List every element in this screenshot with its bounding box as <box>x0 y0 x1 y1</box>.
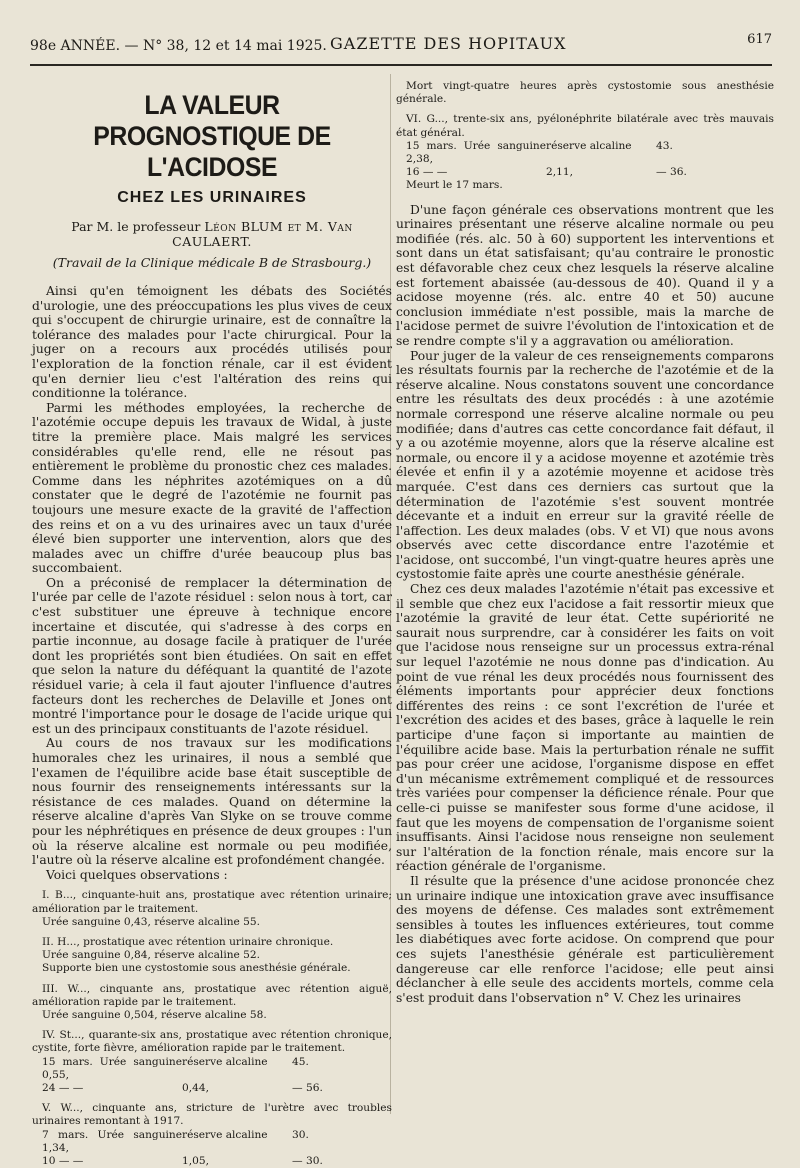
observation-6: VI. G..., trente-six ans, pyélonéphrite bilatérale avec très mauvais état général. 15 mars. Urée sanguine 2,38, réserve alcaline 43. 16 — — 2,11, — 36. Meurt le 17 mars. <box>396 113 774 192</box>
observation-4: IV. St..., quarante-six ans, prostatique avec rétention chronique, cystite, forte fièvre, amélioration rapide par le traitement. 15 mars. Urée sanguine 0,55, réserve alcaline 45. 24 — — 0,44, — 56. <box>32 1029 392 1094</box>
article-title: LA VALEUR PROGNOSTIQUE DE L'ACIDOSE <box>93 90 331 182</box>
observation-1: I. B..., cinquante-huit ans, prostatique avec rétention urinaire; amélioration par le traitement. Urée sanguine 0,43, réserve alcaline 55. <box>32 889 392 928</box>
paragraph: Parmi les méthodes employées, la recherche de l'azotémie occupe depuis les travaux de Widal, à juste titre la première place. Mais malgré les services considérables qu'elle rend, elle ne résout pas entièrement le problème du pronostic chez ces malades. Comme dans les néphrites azotémiques on a dû constater que le degré de l'azotémie ne fournit pas toujours une mesure exacte de la gravité de l'affection des reins et on a vu des urinaires avec un taux d'urée élevé bien supporter une intervention, alors que des malades avec un chiffre d'urée beaucoup plus bas succombaient. <box>32 400 392 576</box>
page-number: 617 <box>747 32 772 47</box>
byline-authors: Léon BLUM et M. Van CAULAERT. <box>172 219 353 249</box>
article-workplace: (Travail de la Clinique médicale B de Strasbourg.) <box>52 255 372 270</box>
byline <box>32 219 392 249</box>
observation-3: III. W..., cinquante ans, prostatique avec rétention aiguë, amélioration rapide par le traitement. Urée sanguine 0,504, réserve alcaline 58. <box>32 982 392 1021</box>
observation-2: II. H..., prostatique avec rétention urinaire chronique. Urée sanguine 0,84, réserve alcaline 52. Supporte bien une cystostomie sous anesthésie générale. <box>42 935 351 975</box>
observations-list <box>32 889 392 1168</box>
paragraph: Ainsi qu'en témoignent les débats des Sociétés d'urologie, une des préoccupations les plus vives de ceux qui s'occupent de chirurgie urinaire, est de connaître la tolérance des malades pour l'acte chirurgical. Pour la juger on a recours aux procédés utilisés pour l'exploration de la fonction rénale, car il est évident qu'en dernier lieu c'est l'altération des reins qui conditionne la tolérance. <box>32 284 392 401</box>
left-column <box>32 80 392 1168</box>
byline-prefix: Par M. le professeur <box>71 219 201 234</box>
observation-continuation: Mort vingt-quatre heures après cystostomie sous anesthésie générale. VI. G..., trente-six ans, pyélonéphrite bilatérale avec très mauvais état général. 15 mars. Urée sanguine 2,38, réserve alcaline 43. 16 — — 2,11, — 36. Meurt le 17 mars. <box>396 80 774 192</box>
observation-5: V. W..., cinquante ans, stricture de l'urètre avec troubles urinaires remontant à 1917. 7 mars. Urée sanguine 1,34, réserve alcaline 30. 10 — — 1,05, — 30. <box>32 1102 392 1167</box>
article-subtitle: CHEZ LES URINAIRES <box>117 189 307 206</box>
paragraph: Voici quelques observations : <box>46 867 228 882</box>
paragraph: D'une façon générale ces observations montrent que les urinaires présentant une réserve alcaline normale ou peu modifiée (rés. alc. 50 à 60) supportent les interventions et sont dans un état satisfaisant; qu'au contraire le pronostic est défavorable chez ceux chez lesquels la réserve alcaline est fortement abaissée (au-dessous de 40). Quand il y a acidose moyenne (rés. alc. entre 40 et 50) aucune conclusion immédiate n'est possible, mais la marche de l'acidose permet de suivre l'évolution de l'intoxication et de se rendre compte s'il y a aggravation ou amélioration. <box>396 202 774 348</box>
paragraph: Pour juger de la valeur de ces renseignements comparons les résultats fournis par la recherche de l'azotémie et de la réserve alcaline. Nous constatons souvent une concordance entre les résultats des deux procédés : à une azotémie normale correspond une réserve alcaline normale ou peu modifiée; dans d'autres cas cette concordance fait défaut, il y a ou azotémie moyenne, alors que la réserve alcaline est normale, ou encore il y a acidose moyenne et azotémie très élevée et enfin il y a azotémie moyenne et acidose très marquée. C'est dans ces derniers cas surtout que la détermination de l'azotémie s'est souvent montrée décevante et a induit en erreur sur la gravité réelle de l'affection. Les deux malades (obs. V et VI) que nous avons observés avec cette discordance entre l'azotémie et l'acidose, ont succombé, l'un vingt-quatre heures après une cystostomie faite après une courte anesthésie générale. <box>396 348 774 582</box>
paragraph: Chez ces deux malades l'azotémie n'était pas excessive et il semble que chez eux l'acidose a fait ressortir mieux que l'azotémie la gravité de leur état. Cette supériorité ne saurait nous surprendre, car à considérer les faits on voit que l'acidose nous renseigne sur un processus extra-rénal sur lequel l'azotémie ne nous donne pas d'indication. Au point de vue rénal les deux procédés nous fournissent des éléments importants pour apprécier deux fonctions différentes des reins : ce sont l'excrétion de l'urée et l'excrétion des acides et des bases, grâce à laquelle le rein participe d'une façon si importante au maintien de l'équilibre acide base. Mais la perturbation rénale ne suffit pas pour créer une acidose, l'organisme dispose en effet d'un mécanisme extrêmement compliqué et de ressources très variées pour compenser la déficience rénale. Pour que celle-ci puisse se manifester sous forme d'une acidose, il faut que les moyens de compensation de l'organisme soient insuffisants. Ainsi l'acidose nous renseigne non seulement sur l'altération de la fonction rénale, mais encore sur la réaction générale de l'organisme. <box>396 582 774 874</box>
paragraph: Au cours de nos travaux sur les modifications humorales chez les urinaires, il nous a semblé que l'examen de l'équilibre acide base était susceptible de nous fournir des renseignements intéressants sur la résistance de ces malades. Quand on détermine la réserve alcaline d'après Van Slyke on se trouve comme pour les néphrétiques en présence de deux groupes : l'un où la réserve alcaline est normale ou peu modifiée, l'autre où la réserve alcaline est profondément changée. <box>32 736 392 868</box>
page-header <box>30 28 772 66</box>
issue-info: 98e ANNÉE. — N° 38, 12 et 14 mai 1925. <box>30 38 327 54</box>
paragraph: On a préconisé de remplacer la détermination de l'urée par celle de l'azote résiduel : selon nous à tort, car c'est substituer une épreuve à technique encore incertaine et discutée, qui s'adresse à des corps en partie inconnue, au dosage facile à pratiquer de l'urée dont les propriétés sont bien étudiées. On sait en effet que selon la nature du déféquant la quantité de l'azote résiduel varie; à cela il faut ajouter l'influence d'autres facteurs dont les recherches de Delaville et Jones ont montré l'importance pour le dosage de l'acide urique qui est un des principaux constituants de l'azote résiduel. <box>32 575 392 736</box>
right-column <box>396 80 774 1005</box>
journal-name: GAZETTE DES HOPITAUX <box>330 34 567 53</box>
paragraph: Il résulte que la présence d'une acidose prononcée chez un urinaire indique une intoxication grave avec insuffisance des moyens de défense. Ces malades sont extrêmement sensibles à toutes les influences extérieures, tout comme les diabétiques avec forte acidose. On comprend que pour ces sujets l'anesthésie générale est particulièrement dangereuse car elle renforce l'acidose; elle peut ainsi déclancher à elle seule des accidents mortels, comme cela s'est produit dans l'observation n° V. Chez les urinaires <box>396 873 774 1005</box>
